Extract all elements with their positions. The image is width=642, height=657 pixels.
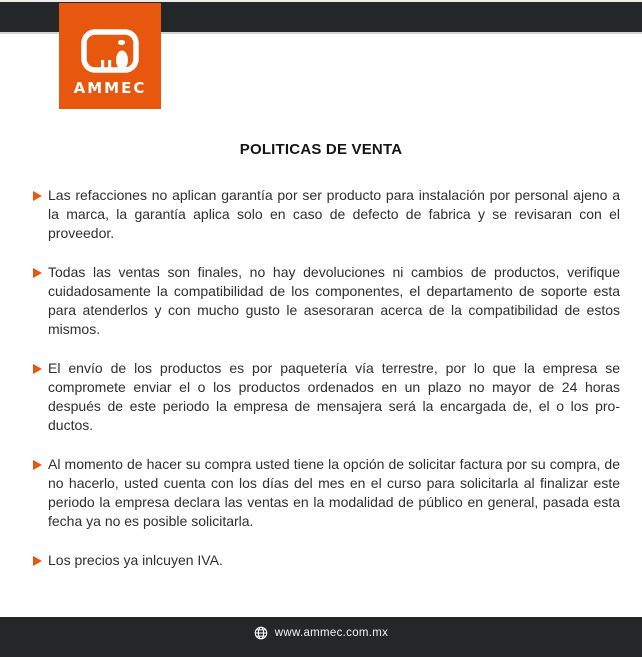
policy-item [33, 551, 620, 570]
bullet-arrow-icon [33, 364, 42, 374]
bullet-arrow-icon [33, 268, 42, 278]
policy-text: El envío de los productos es por paquetería vía terrestre, por lo que la empresa se compromete enviar el o los productos ordenados en un plazo no mayor de 24 horas después de este periodo la empresa de mensajera será la encargada de, el o los productos. [48, 360, 620, 433]
policy-item [33, 263, 620, 339]
ammec-logo [59, 3, 161, 109]
bullet-arrow-icon [33, 556, 42, 566]
policy-list [33, 186, 620, 590]
website-link[interactable]: www.ammec.com.mx [274, 626, 389, 639]
brand-name: AMMEC [73, 79, 147, 97]
bullet-arrow-icon [33, 191, 42, 201]
policy-item [33, 359, 620, 435]
policy-item [33, 186, 620, 243]
elephant-icon [81, 29, 139, 73]
policy-text: Al momento de hacer su compra usted tiene la opción de solicitar factura por su compra, de no hacerlo, usted cuenta con los días del mes en el curso para solicitarla al finalizar este periodo la empresa declara las ventas en la modalidad de público en general, pasada esta fecha ya no es posible solicitarla. [48, 456, 620, 529]
policy-item [33, 455, 620, 531]
bullet-arrow-icon [33, 460, 42, 470]
policy-text: Las refacciones no aplican garantía por ser producto para instalación por personal ajeno a la marca, la garantía aplica solo en caso de defecto de fabrica y se revisaran con el proveedor. [48, 187, 620, 241]
policy-text: Todas las ventas son finales, no hay devoluciones ni cambios de productos, verifique cuidadosamente la compatibilidad de los componentes, el departamento de soporte esta para atenderlos y con mucho gusto le asesoraran acerca de la compatibilidad de estos mismos. [48, 264, 620, 337]
page-title: POLITICAS DE VENTA [239, 141, 403, 158]
policy-text: Los precios ya inlcuyen IVA. [48, 552, 223, 568]
globe-icon [254, 626, 268, 640]
footer-bar [0, 617, 642, 657]
